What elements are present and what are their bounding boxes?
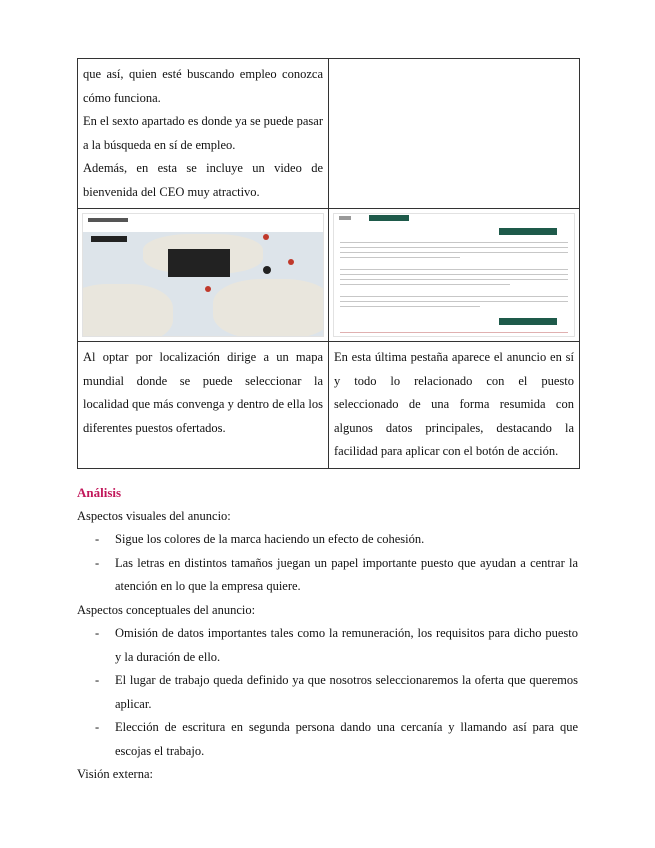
table-cell-text [328,342,579,468]
table-cell-empty [328,59,579,208]
visual-list [77,528,578,599]
bullet-dash: - [95,555,100,570]
bullet-dash: - [95,673,100,687]
bullet-dash: - [95,720,100,734]
list-item: - Elección de escritura en segunda persona dando una cercanía y llamando así para que escojas el trabajo. [77,716,578,763]
list-item: - Omisión de datos importantes tales como la remuneración, los requisitos para dicho puesto y la duración de ello. [77,622,578,669]
table-row [78,59,579,209]
list-item: - El lugar de trabajo queda definido ya que nosotros seleccionaremos la oferta que queremos aplicar. [77,669,578,716]
list-item: - Las letras en distintos tamaños juegan un papel importante puesto que ayudan a centrar la atención en lo que la empresa quiere. [77,552,578,599]
paragraph: Al optar por localización dirige a un mapa mundial donde se puede seleccionar la localidad que más convenga y dentro de ella los diferentes puestos ofertados. [83,350,323,435]
job-ad-screenshot-cell [328,209,579,341]
content-table [77,58,580,469]
bullet-dash: - [95,532,100,546]
bullet-dash: - [95,626,100,640]
table-row [78,209,579,342]
job-ad-screenshot-image [333,213,575,337]
subheading: Visión externa: [77,767,153,781]
paragraph: que así, quien esté buscando empleo conozca cómo funciona. [83,67,323,105]
section-heading: Análisis [77,485,122,500]
map-screenshot-cell [78,209,328,341]
paragraph: En esta última pestaña aparece el anuncio en sí y todo lo relacionado con el puesto seleccionado de una forma resumida con algunos datos principales, destacando la facilidad para aplicar con el botón de acción. [334,350,574,458]
paragraph: En el sexto apartado es donde ya se puede pasar a la búsqueda en sí de empleo. [83,114,323,152]
list-item: - Sigue los colores de la marca haciendo un efecto de cohesión. [77,528,578,552]
analysis-section [77,481,578,787]
map-screenshot-image [82,213,324,337]
table-row [78,342,579,468]
table-cell-text [78,59,328,208]
paragraph: Además, en esta se incluye un video de bienvenida del CEO muy atractivo. [83,161,323,199]
conceptual-list [77,622,578,763]
subheading: Aspectos conceptuales del anuncio: [77,602,256,617]
subheading: Aspectos visuales del anuncio: [77,508,231,523]
table-cell-text [78,342,328,468]
